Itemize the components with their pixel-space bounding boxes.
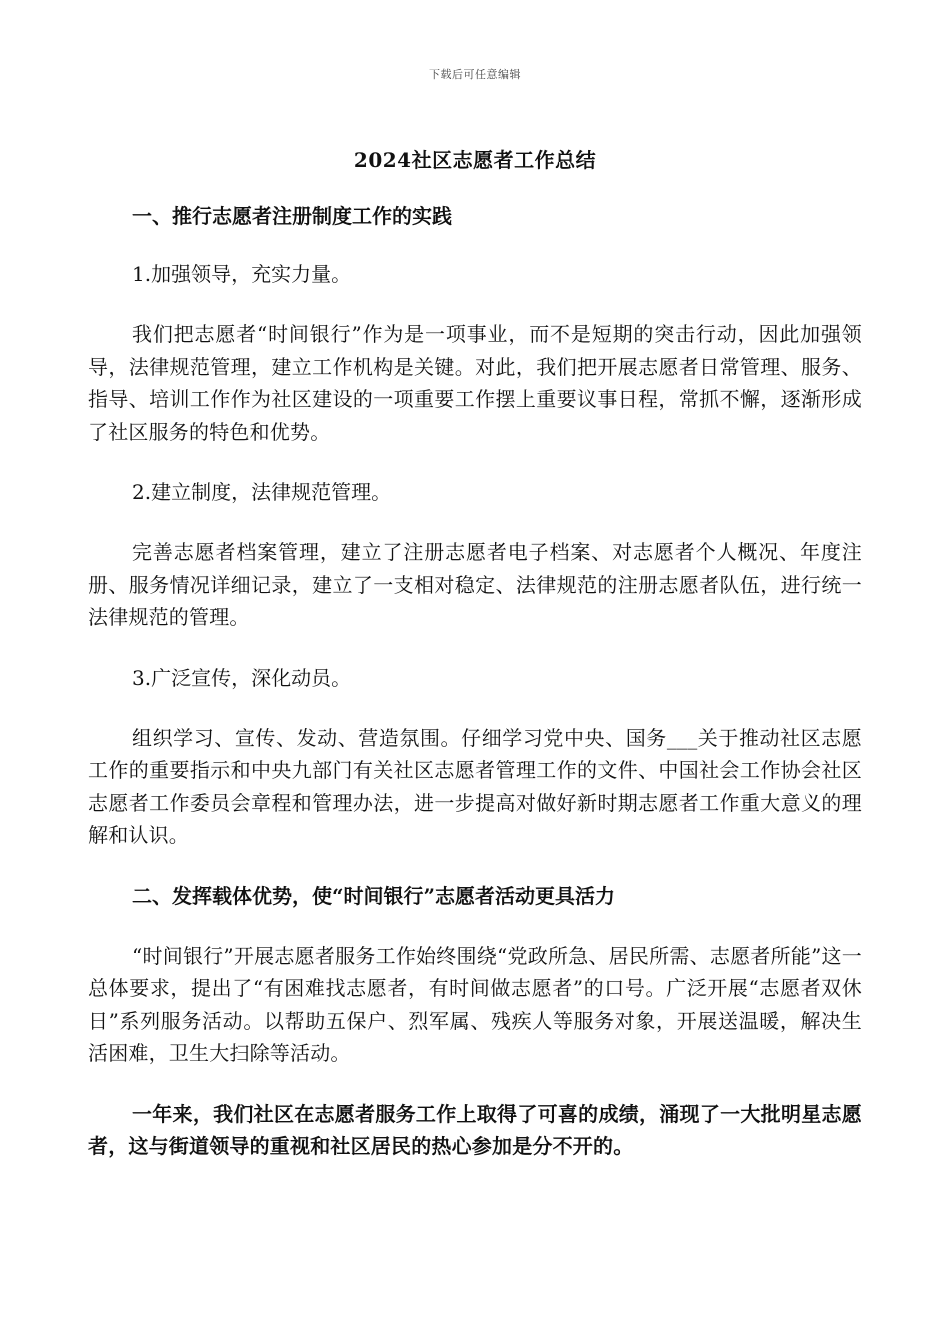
document-title: 2024社区志愿者工作总结: [353, 148, 597, 172]
subsection-heading-1-2: 2.建立制度，法律规范管理。: [132, 480, 392, 504]
document-body: [88, 200, 862, 1163]
paragraph-2: “时间银行”开展志愿者服务工作始终围绕“党政所急、居民所需、志愿者所能”这一总体要求，提出了“有困难找志愿者，有时间做志愿者”的口号。广泛开展“志愿者双休日”系列服务活动。以帮助五保户、烈军属、残疾人等服务对象，开展送温暖，解决生活困难，卫生大扫除等活动。: [88, 943, 862, 1065]
subsection-heading-1-1: 1.加强领导，充实力量。: [132, 262, 352, 286]
paragraph-1-3: 组织学习、宣传、发动、营造氛围。仔细学习党中央、国务___关于推动社区志愿工作的重要指示和中央九部门有关社区志愿者管理工作的文件、中国社会工作协会社区志愿者工作委员会章程和管理办法，进一步提高对做好新时期志愿者工作重大意义的理解和认识。: [88, 725, 862, 847]
header-note: 下载后可任意编辑: [429, 68, 521, 81]
paragraph-1-1: 我们把志愿者“时间银行”作为是一项事业，而不是短期的突击行动，因此加强领导，法律规范管理，建立工作机构是关键。对此，我们把开展志愿者日常管理、服务、指导、培训工作作为社区建设的一项重要工作摆上重要议事日程，常抓不懈，逐渐形成了社区服务的特色和优势。: [88, 322, 862, 444]
closing-paragraph: 一年来，我们社区在志愿者服务工作上取得了可喜的成绩，涌现了一大批明星志愿者，这与街道领导的重视和社区居民的热心参加是分不开的。: [88, 1101, 862, 1158]
section-heading-2: 二、发挥载体优势，使“时间银行”志愿者活动更具活力: [132, 883, 616, 908]
subsection-heading-1-3: 3.广泛宣传，深化动员。: [132, 665, 352, 690]
paragraph-1-2: 完善志愿者档案管理，建立了注册志愿者电子档案、对志愿者个人概况、年度注册、服务情况详细记录，建立了一支相对稳定、法律规范的注册志愿者队伍，进行统一法律规范的管理。: [88, 540, 862, 629]
section-heading-1: 一、推行志愿者注册制度工作的实践: [132, 204, 452, 228]
